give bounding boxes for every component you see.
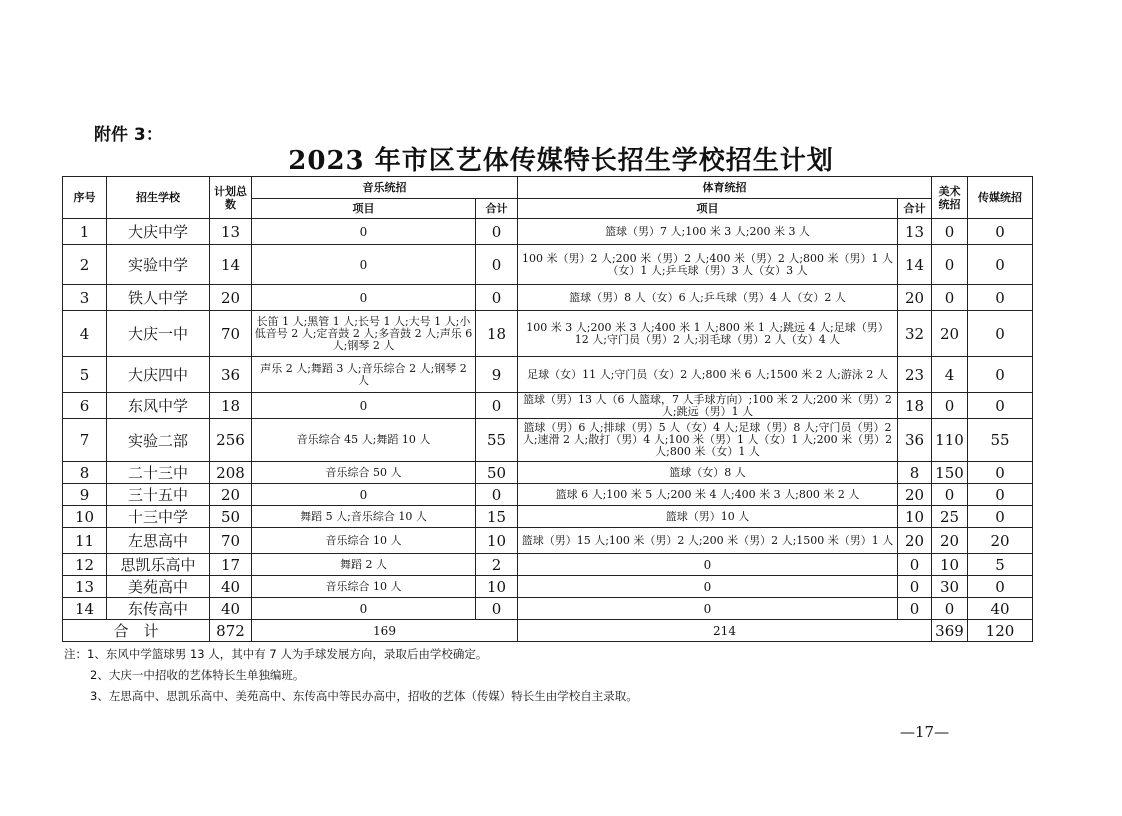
- table-row: [63, 357, 1033, 393]
- row-sports-item: 篮球（男）7 人;100 米 3 人;200 米 3 人: [518, 219, 898, 245]
- row-plan-total: 18: [210, 393, 252, 419]
- total-media: 120: [968, 620, 1033, 642]
- table-row: [63, 285, 1033, 311]
- header-school: 招生学校: [107, 177, 210, 219]
- row-music-item: 舞蹈 5 人;音乐综合 10 人: [252, 506, 476, 528]
- row-music-sum: 10: [476, 528, 518, 554]
- table-row: [63, 598, 1033, 620]
- row-media: 0: [968, 462, 1033, 484]
- row-school: 实验二部: [107, 419, 210, 462]
- total-row: [63, 620, 1033, 642]
- row-plan-total: 208: [210, 462, 252, 484]
- row-seq: 5: [63, 357, 107, 393]
- table-row: [63, 419, 1033, 462]
- row-seq: 12: [63, 554, 107, 576]
- row-music-item: 0: [252, 598, 476, 620]
- row-sports-sum: 20: [898, 285, 932, 311]
- row-media: 0: [968, 357, 1033, 393]
- row-school: 大庆一中: [107, 311, 210, 357]
- row-seq: 8: [63, 462, 107, 484]
- row-music-item: 舞蹈 2 人: [252, 554, 476, 576]
- row-media: 0: [968, 285, 1033, 311]
- row-sports-sum: 20: [898, 484, 932, 506]
- row-music-sum: 0: [476, 245, 518, 285]
- row-music-item: 音乐综合 10 人: [252, 576, 476, 598]
- row-media: 0: [968, 506, 1033, 528]
- row-sports-sum: 20: [898, 528, 932, 554]
- table-body: [63, 219, 1033, 620]
- table-row: [63, 528, 1033, 554]
- header-media: 传媒统招: [968, 177, 1033, 219]
- row-sports-item: 篮球（女）8 人: [518, 462, 898, 484]
- row-sports-item: 篮球（男）6 人;排球（男）5 人（女）4 人;足球（男）8 人;守门员（男）2 人;速滑 2 人;散打（男）4 人;100 米（男）1 人（女）1 人;200 米（男）2 人;800 米（女）1 人: [518, 419, 898, 462]
- row-seq: 3: [63, 285, 107, 311]
- row-media: 0: [968, 311, 1033, 357]
- row-sports-item: 0: [518, 576, 898, 598]
- row-sports-sum: 32: [898, 311, 932, 357]
- footnotes: [64, 644, 638, 707]
- row-music-item: 0: [252, 219, 476, 245]
- row-seq: 11: [63, 528, 107, 554]
- row-media: 0: [968, 393, 1033, 419]
- row-art: 150: [932, 462, 968, 484]
- table-row: [63, 576, 1033, 598]
- total-plan: 872: [210, 620, 252, 642]
- row-plan-total: 256: [210, 419, 252, 462]
- note-2: 2、大庆一中招收的艺体特长生单独编班。: [90, 668, 305, 682]
- row-sports-item: 0: [518, 598, 898, 620]
- row-media: 0: [968, 245, 1033, 285]
- table-row: [63, 484, 1033, 506]
- row-art: 0: [932, 484, 968, 506]
- row-sports-sum: 8: [898, 462, 932, 484]
- table-row: [63, 245, 1033, 285]
- table-row: [63, 219, 1033, 245]
- row-school: 实验中学: [107, 245, 210, 285]
- row-sports-sum: 10: [898, 506, 932, 528]
- row-sports-item: 足球（女）11 人;守门员（女）2 人;800 米 6 人;1500 米 2 人;游泳 2 人: [518, 357, 898, 393]
- row-plan-total: 50: [210, 506, 252, 528]
- total-sports: 214: [518, 620, 932, 642]
- row-seq: 4: [63, 311, 107, 357]
- note-3: 3、左思高中、思凯乐高中、美苑高中、东传高中等民办高中，招收的艺体（传媒）特长生由学校自主录取。: [90, 689, 638, 703]
- row-plan-total: 70: [210, 311, 252, 357]
- row-music-item: 音乐综合 50 人: [252, 462, 476, 484]
- note-1: 注：1、东风中学篮球男 13 人，其中有 7 人为手球发展方向，录取后由学校确定。: [64, 647, 488, 661]
- header-music-item: 项目: [252, 199, 476, 219]
- enrollment-plan-table: [62, 176, 1033, 642]
- total-music: 169: [252, 620, 518, 642]
- row-seq: 13: [63, 576, 107, 598]
- row-art: 20: [932, 311, 968, 357]
- row-school: 东传高中: [107, 598, 210, 620]
- row-music-item: 音乐综合 45 人;舞蹈 10 人: [252, 419, 476, 462]
- row-school: 铁人中学: [107, 285, 210, 311]
- row-school: 大庆四中: [107, 357, 210, 393]
- row-sports-sum: 0: [898, 554, 932, 576]
- row-music-sum: 10: [476, 576, 518, 598]
- row-music-sum: 0: [476, 484, 518, 506]
- table-row: [63, 393, 1033, 419]
- header-music-sum: 合计: [476, 199, 518, 219]
- row-plan-total: 14: [210, 245, 252, 285]
- row-plan-total: 13: [210, 219, 252, 245]
- row-seq: 9: [63, 484, 107, 506]
- table-row: [63, 554, 1033, 576]
- row-media: 0: [968, 484, 1033, 506]
- row-school: 二十三中: [107, 462, 210, 484]
- row-sports-sum: 18: [898, 393, 932, 419]
- row-music-sum: 9: [476, 357, 518, 393]
- row-music-item: 声乐 2 人;舞蹈 3 人;音乐综合 2 人;钢琴 2 人: [252, 357, 476, 393]
- row-music-sum: 0: [476, 219, 518, 245]
- table-row: [63, 506, 1033, 528]
- document-title: 2023 年市区艺体传媒特长招生学校招生计划: [288, 146, 834, 176]
- row-music-item: 0: [252, 393, 476, 419]
- row-seq: 6: [63, 393, 107, 419]
- row-music-item: 长笛 1 人;黑管 1 人;长号 1 人;大号 1 人;小低音号 2 人;定音鼓 2 人;多音鼓 2 人;声乐 6 人;钢琴 2 人: [252, 311, 476, 357]
- row-school: 思凯乐高中: [107, 554, 210, 576]
- row-art: 110: [932, 419, 968, 462]
- row-school: 十三中学: [107, 506, 210, 528]
- table-row: [63, 462, 1033, 484]
- header-plan-total: 计划总数: [210, 177, 252, 219]
- total-label: 合 计: [63, 620, 210, 642]
- header-sports-sum: 合计: [898, 199, 932, 219]
- row-art: 25: [932, 506, 968, 528]
- row-art: 0: [932, 393, 968, 419]
- row-sports-sum: 36: [898, 419, 932, 462]
- row-school: 三十五中: [107, 484, 210, 506]
- row-school: 美苑高中: [107, 576, 210, 598]
- row-plan-total: 36: [210, 357, 252, 393]
- row-plan-total: 40: [210, 598, 252, 620]
- row-media: 0: [968, 219, 1033, 245]
- row-music-sum: 0: [476, 598, 518, 620]
- row-music-sum: 50: [476, 462, 518, 484]
- row-sports-sum: 0: [898, 598, 932, 620]
- row-media: 5: [968, 554, 1033, 576]
- row-plan-total: 40: [210, 576, 252, 598]
- header-music: 音乐统招: [252, 177, 518, 199]
- row-seq: 10: [63, 506, 107, 528]
- row-sports-sum: 23: [898, 357, 932, 393]
- row-plan-total: 70: [210, 528, 252, 554]
- row-sports-item: 篮球（男）8 人（女）6 人;乒乓球（男）4 人（女）2 人: [518, 285, 898, 311]
- row-art: 0: [932, 219, 968, 245]
- row-music-sum: 55: [476, 419, 518, 462]
- row-media: 55: [968, 419, 1033, 462]
- row-seq: 1: [63, 219, 107, 245]
- row-music-sum: 2: [476, 554, 518, 576]
- row-art: 0: [932, 598, 968, 620]
- row-sports-item: 100 米（男）2 人;200 米（男）2 人;400 米（男）2 人;800 米（男）1 人（女）1 人;乒乓球（男）3 人（女）3 人: [518, 245, 898, 285]
- row-music-item: 0: [252, 285, 476, 311]
- row-art: 4: [932, 357, 968, 393]
- row-music-sum: 0: [476, 285, 518, 311]
- row-school: 大庆中学: [107, 219, 210, 245]
- row-school: 东风中学: [107, 393, 210, 419]
- row-media: 0: [968, 576, 1033, 598]
- row-music-sum: 18: [476, 311, 518, 357]
- header-sports: 体育统招: [518, 177, 932, 199]
- page-number: —17—: [900, 723, 950, 741]
- row-music-item: 音乐综合 10 人: [252, 528, 476, 554]
- header-row-1: [63, 177, 1033, 199]
- row-sports-item: 0: [518, 554, 898, 576]
- row-seq: 2: [63, 245, 107, 285]
- row-sports-item: 100 米 3 人;200 米 3 人;400 米 1 人;800 米 1 人;跳远 4 人;足球（男）12 人;守门员（男）2 人;羽毛球（男）2 人（女）4 人: [518, 311, 898, 357]
- table-row: [63, 311, 1033, 357]
- row-plan-total: 20: [210, 285, 252, 311]
- row-art: 20: [932, 528, 968, 554]
- header-art: 美术统招: [932, 177, 968, 219]
- row-music-sum: 0: [476, 393, 518, 419]
- row-school: 左思高中: [107, 528, 210, 554]
- row-seq: 14: [63, 598, 107, 620]
- row-media: 20: [968, 528, 1033, 554]
- row-sports-item: 篮球（男）10 人: [518, 506, 898, 528]
- row-art: 0: [932, 285, 968, 311]
- row-sports-item: 篮球（男）15 人;100 米（男）2 人;200 米（男）2 人;1500 米（男）1 人: [518, 528, 898, 554]
- row-sports-sum: 14: [898, 245, 932, 285]
- row-sports-item: 篮球（男）13 人（6 人篮球，7 人手球方向）;100 米 2 人;200 米（男）2 人;跳远（男）1 人: [518, 393, 898, 419]
- row-sports-item: 篮球 6 人;100 米 5 人;200 米 4 人;400 米 3 人;800 米 2 人: [518, 484, 898, 506]
- row-seq: 7: [63, 419, 107, 462]
- row-plan-total: 17: [210, 554, 252, 576]
- row-media: 40: [968, 598, 1033, 620]
- attachment-label: 附件 3：: [94, 125, 163, 145]
- row-art: 30: [932, 576, 968, 598]
- row-plan-total: 20: [210, 484, 252, 506]
- header-seq: 序号: [63, 177, 107, 219]
- header-sports-item: 项目: [518, 199, 898, 219]
- total-art: 369: [932, 620, 968, 642]
- row-music-item: 0: [252, 245, 476, 285]
- row-sports-sum: 13: [898, 219, 932, 245]
- row-art: 0: [932, 245, 968, 285]
- row-art: 10: [932, 554, 968, 576]
- row-music-item: 0: [252, 484, 476, 506]
- row-sports-sum: 0: [898, 576, 932, 598]
- row-music-sum: 15: [476, 506, 518, 528]
